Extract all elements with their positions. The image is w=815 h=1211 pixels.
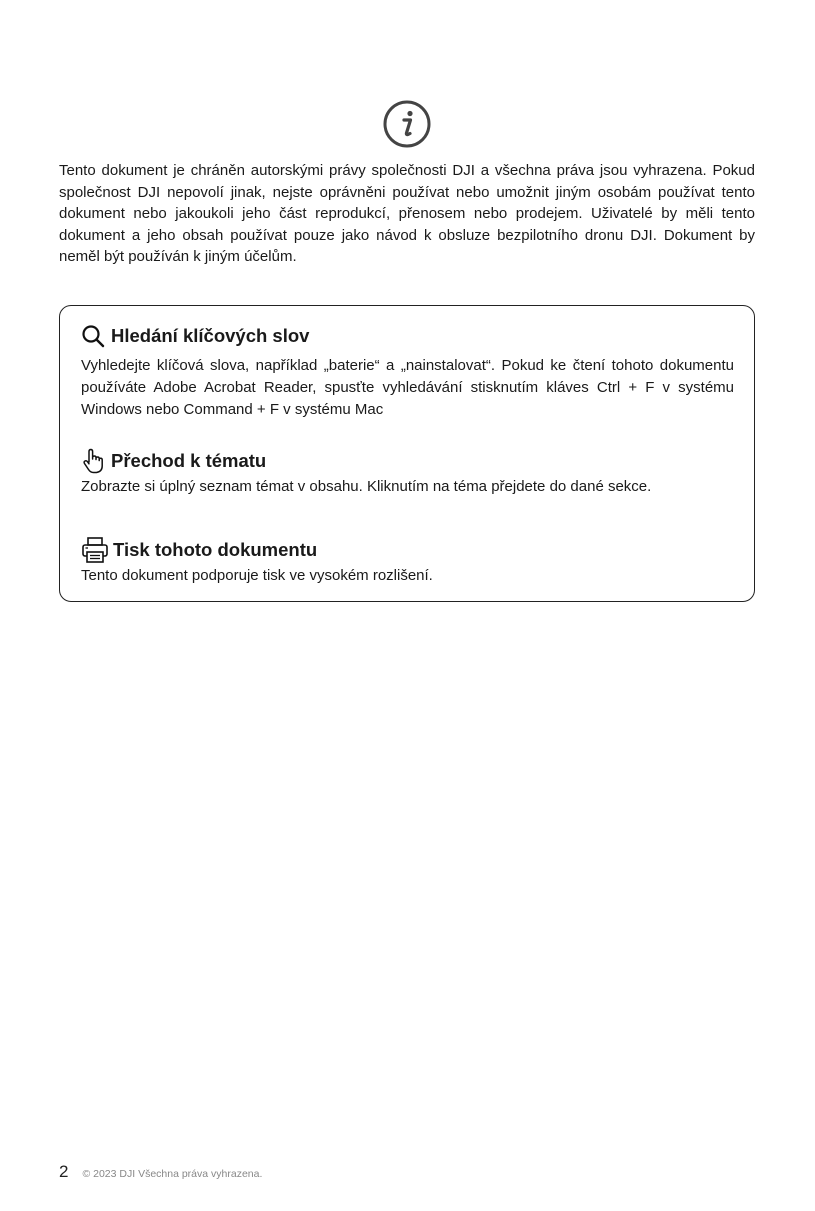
copyright-notice: Tento dokument je chráněn autorskými právy společnosti DJI a všechna práva jsou vyhrazena. Pokud společnost DJI nepovolí jinak, nejste oprávněni používat nebo umožnit jiným osobám používat tento dokument nebo jakoukoli jeho část reprodukcí, přenosem nebo prodejem. Uživatelé by měli tento dokument a jeho obsah používat pouze jako návod k obsluze bezpilotního dronu DJI. Dokument by neměl být používán k jiným účelům. bbox=[59, 162, 755, 266]
search-section bbox=[81, 323, 734, 421]
usage-tips-box bbox=[59, 305, 755, 602]
page-footer bbox=[59, 1162, 262, 1182]
search-icon bbox=[81, 324, 105, 348]
pointer-hand-icon bbox=[81, 448, 105, 474]
print-section-title: Tisk tohoto dokumentu bbox=[113, 539, 318, 560]
print-section-body: Tento dokument podporuje tisk ve vysokém rozlišení. bbox=[81, 567, 433, 584]
search-section-title: Hledání klíčových slov bbox=[111, 325, 310, 346]
print-section bbox=[81, 537, 734, 587]
navigate-section-title: Přechod k tématu bbox=[111, 450, 267, 471]
navigate-section bbox=[81, 448, 734, 498]
footer-copyright: © 2023 DJI Všechna práva vyhrazena. bbox=[82, 1168, 263, 1180]
search-section-body: Vyhledejte klíčová slova, například „baterie“ a „nainstalovat“. Pokud ke čtení tohoto dokumentu používáte Adobe Acrobat Reader, spusťte vyhledávání stisknutím kláves Ctrl + F v systému Windows nebo Command + F v systému Mac bbox=[81, 357, 734, 418]
navigate-section-body: Zobrazte si úplný seznam témat v obsahu. Kliknutím na téma přejdete do dané sekce. bbox=[81, 478, 652, 495]
printer-icon bbox=[81, 536, 109, 564]
page-number: 2 bbox=[59, 1162, 69, 1181]
info-circle-icon bbox=[383, 100, 431, 148]
